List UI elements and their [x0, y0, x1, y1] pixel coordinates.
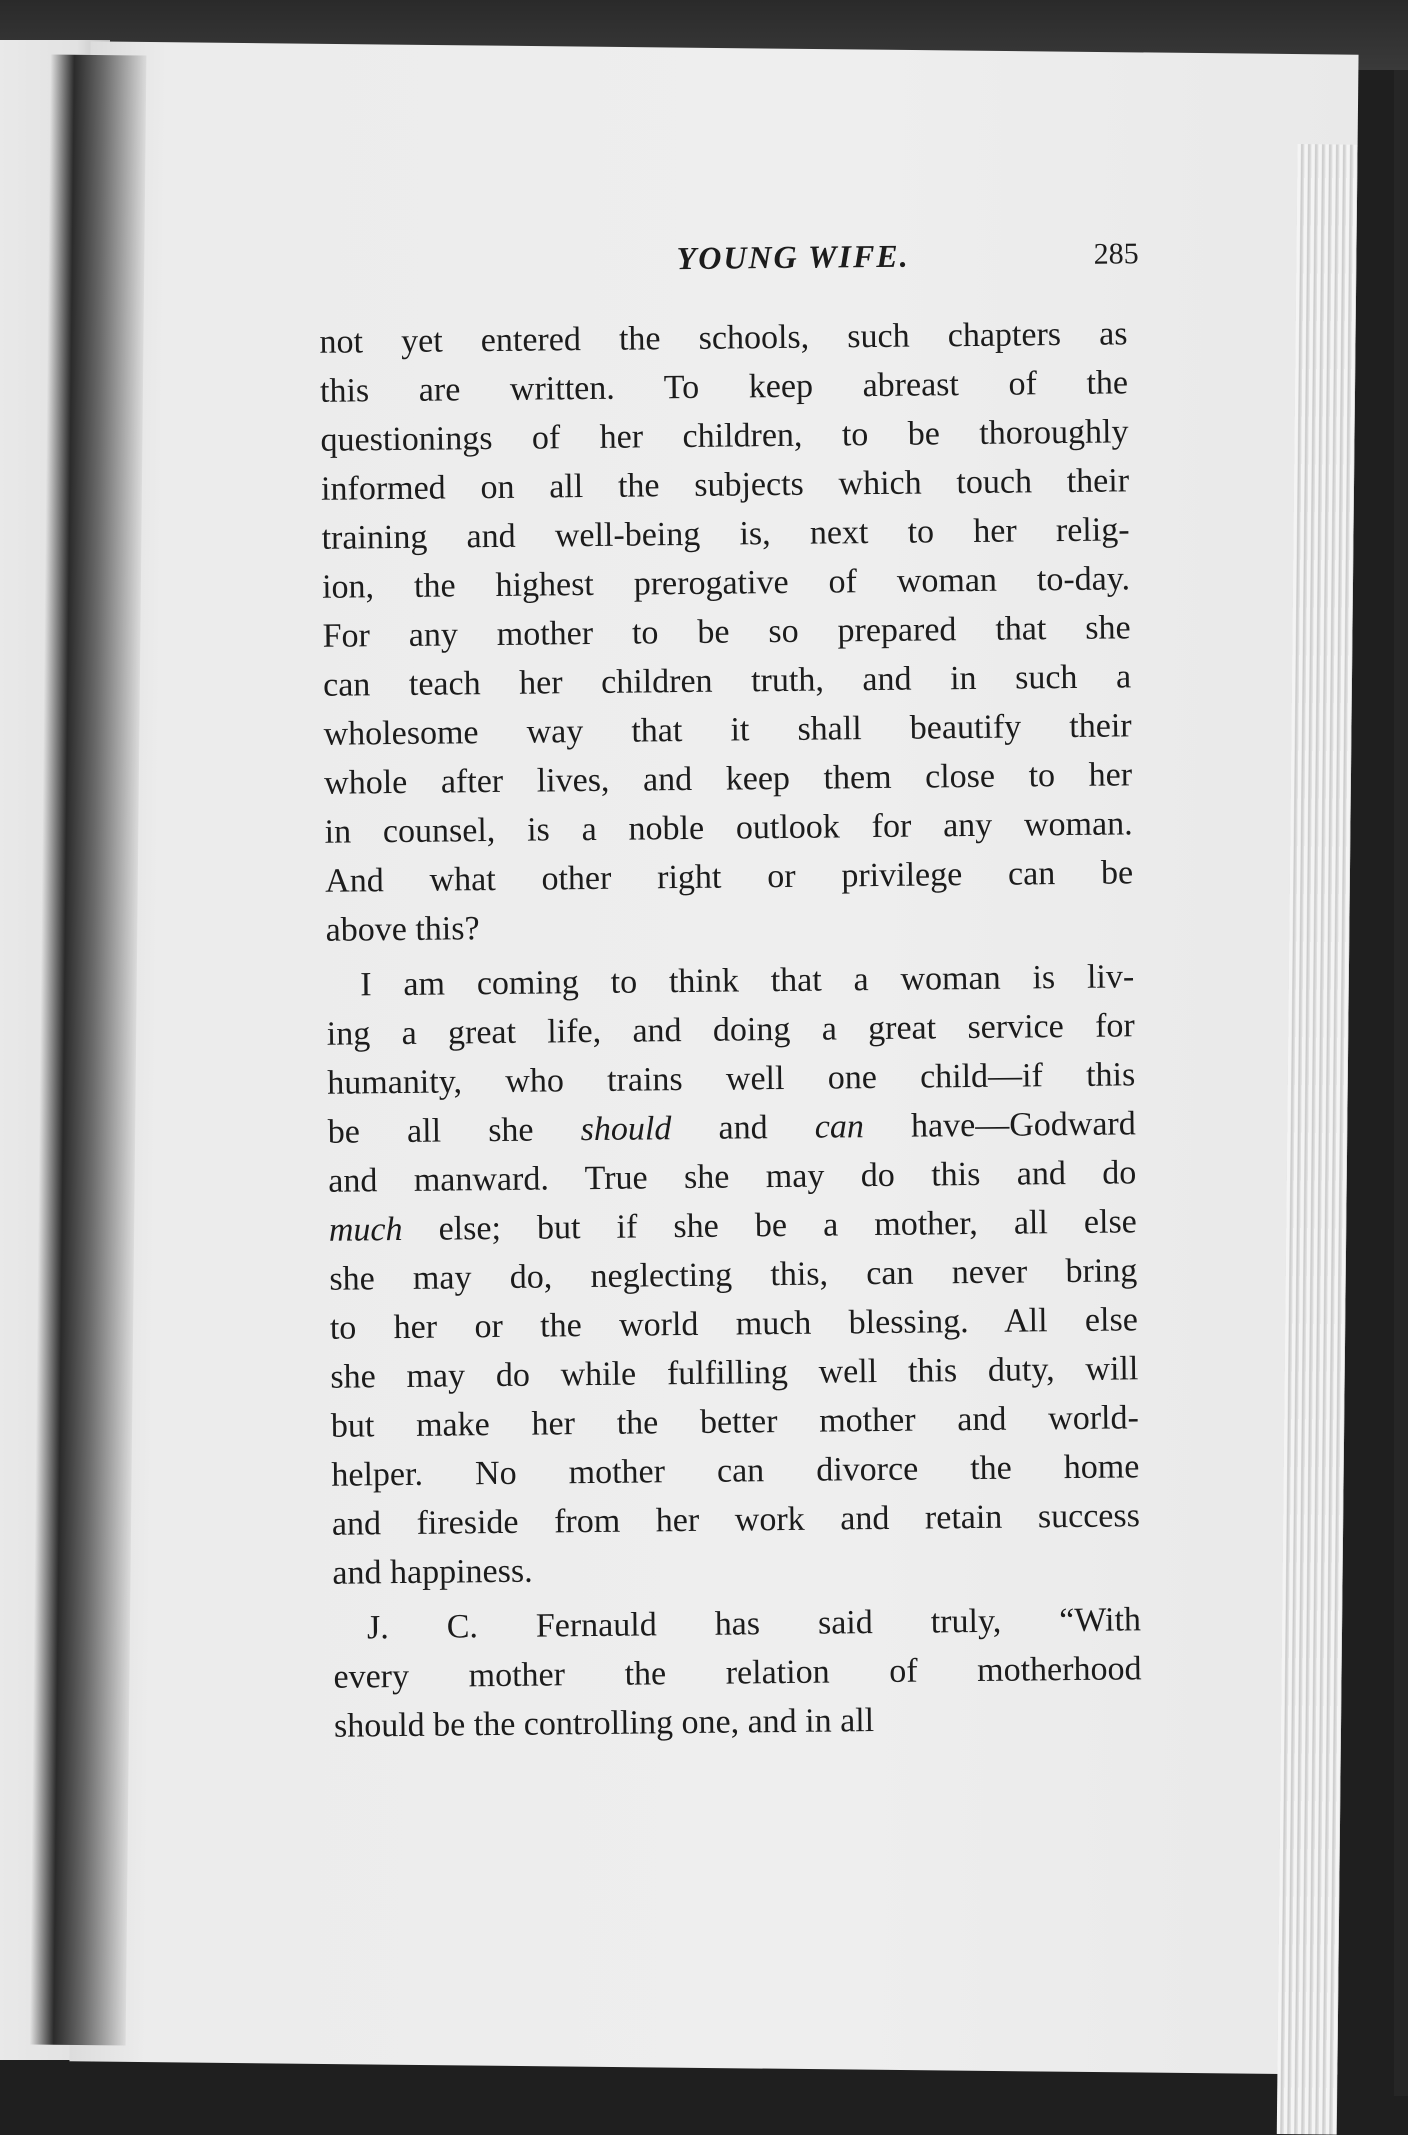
text-line: training and well-being is, next to her relig-: [321, 511, 1130, 557]
emphasis: should: [580, 1110, 672, 1149]
text-line: informed on all the subjects which touch their: [320, 462, 1130, 508]
page-edges: [1277, 144, 1358, 2135]
text-line: wholesome way that it shall beautify their: [323, 707, 1132, 753]
text-line: be all she should and can have—Godward: [327, 1105, 1136, 1151]
text-block: [319, 235, 1178, 2074]
text-line: questionings of her children, to be thoroughly: [320, 413, 1129, 459]
running-title: YOUNG WIFE.: [676, 237, 910, 277]
text-line: and happiness.: [332, 1552, 533, 1592]
text-line: every mother the relation of motherhood: [333, 1650, 1142, 1696]
text-line: I am coming to think that a woman is liv-: [360, 958, 1135, 1004]
page-number: 285: [1093, 237, 1139, 271]
paragraph: [326, 952, 1141, 1597]
book-page: [69, 41, 1358, 2074]
text-line: should be the controlling one, and in all: [333, 1702, 875, 1745]
body-text: [319, 309, 1142, 1750]
text-line: to her or the world much blessing. All else: [329, 1301, 1139, 1347]
running-head: [319, 235, 1160, 308]
text-line: much else; but if she be a mother, all else: [328, 1203, 1137, 1249]
text-line: can teach her children truth, and in such a: [322, 658, 1132, 704]
text-line: and fireside from her work and retain success: [331, 1497, 1141, 1543]
text-line: ing a great life, and doing a great service for: [326, 1007, 1135, 1053]
text-line: in counsel, is a noble outlook for any woman.: [324, 805, 1133, 851]
paragraph: [333, 1595, 1142, 1750]
emphasis: much: [328, 1210, 403, 1249]
text-line: ion, the highest prerogative of woman to-day.: [321, 560, 1131, 606]
text-line: but make her the better mother and world-: [330, 1399, 1140, 1445]
text-line: she may do, neglecting this, can never bring: [329, 1252, 1138, 1298]
paragraph: [319, 309, 1134, 954]
text-line: this are written. To keep abreast of the: [319, 364, 1129, 410]
text-line: above this?: [325, 910, 480, 949]
text-line: For any mother to be so prepared that she: [322, 609, 1131, 655]
text-line: helper. No mother can divorce the home: [331, 1448, 1140, 1494]
text-line: whole after lives, and keep them close to her: [323, 756, 1133, 802]
text-line: J. C. Fernauld has said truly, “With: [366, 1601, 1142, 1647]
emphasis: can: [814, 1108, 865, 1146]
backdrop-right: [1394, 70, 1408, 2096]
text-line: And what other right or privilege can be: [324, 854, 1134, 900]
text-line: and manward. True she may do this and do: [328, 1154, 1137, 1200]
text-line: humanity, who trains well one child—if this: [327, 1056, 1136, 1102]
text-line: she may do while fulfilling well this duty, will: [330, 1350, 1139, 1396]
text-line: not yet entered the schools, such chapters as: [319, 315, 1128, 361]
